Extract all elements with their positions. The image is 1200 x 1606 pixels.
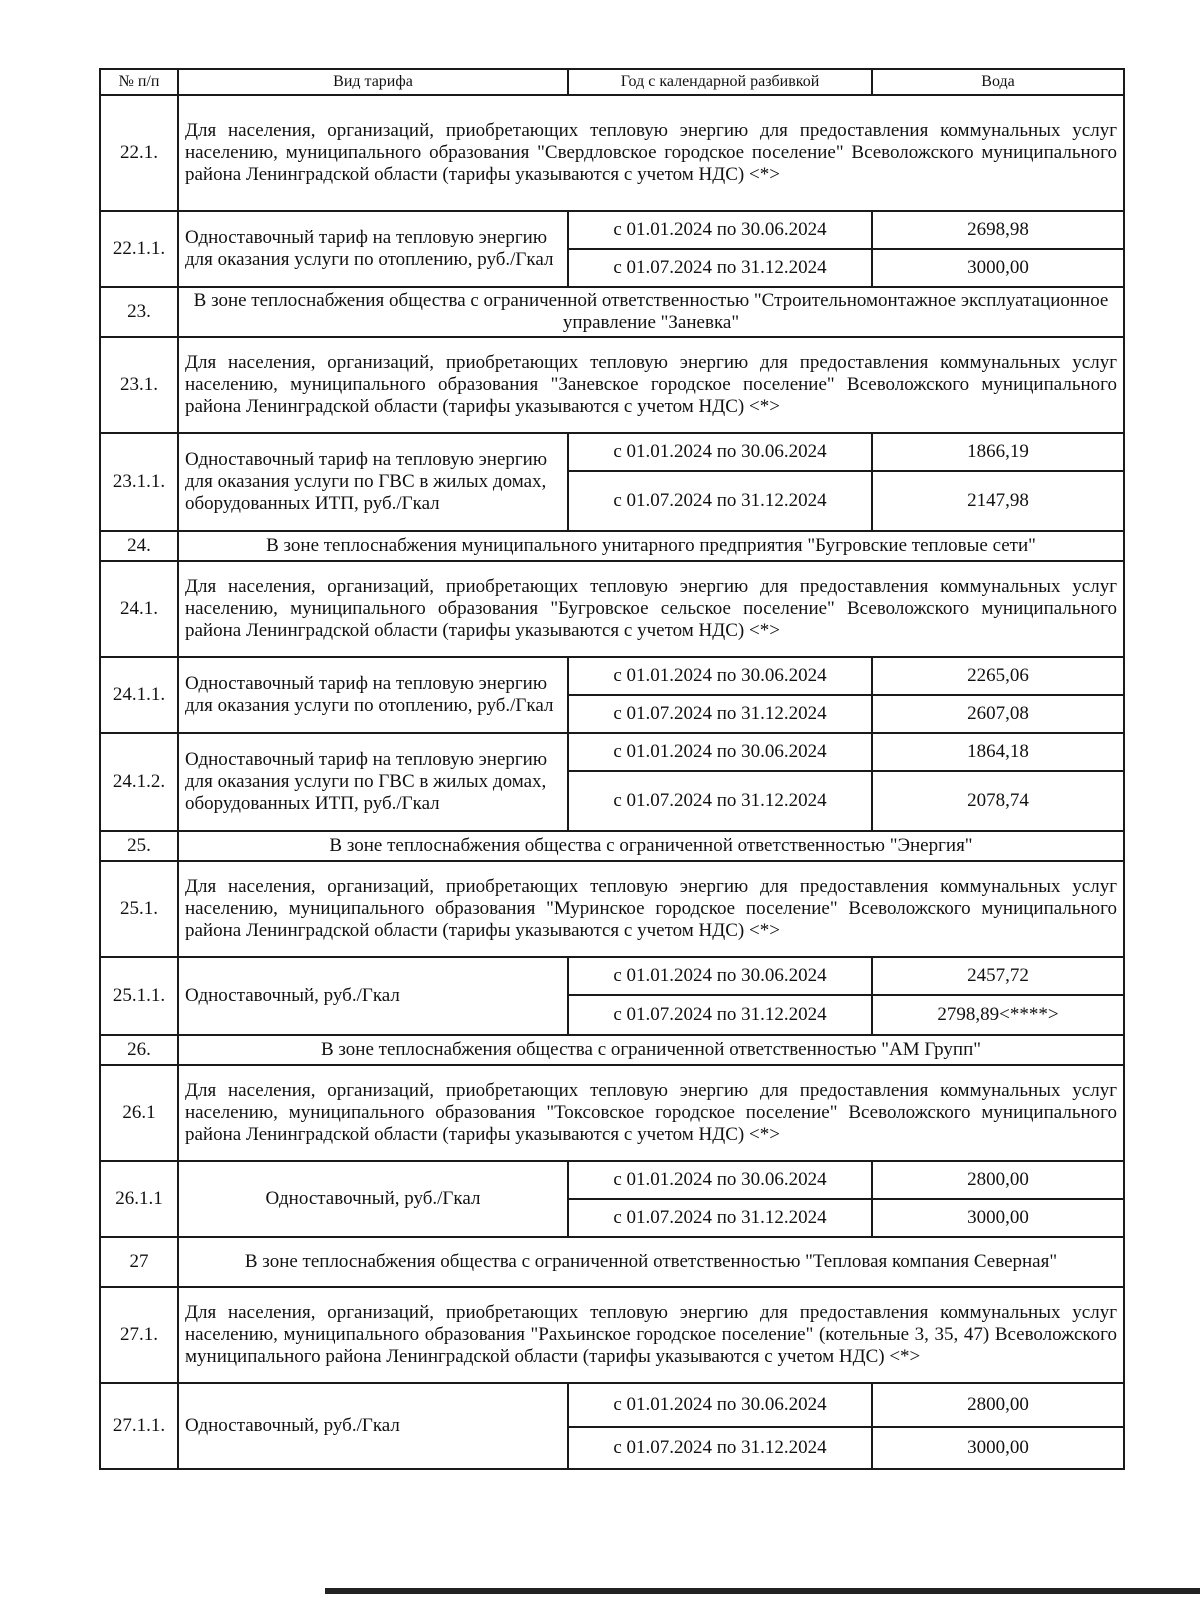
period-cell: с 01.07.2024 по 31.12.2024 xyxy=(568,995,872,1035)
value-cell: 3000,00 xyxy=(872,1199,1124,1237)
period-cell: с 01.07.2024 по 31.12.2024 xyxy=(568,1427,872,1469)
tariff-label: Одноставочный, руб./Гкал xyxy=(178,1383,568,1469)
table-row-section xyxy=(100,561,1124,657)
value-cell: 2800,00 xyxy=(872,1383,1124,1427)
row-number: 25.1. xyxy=(100,861,178,957)
value-cell: 2147,98 xyxy=(872,471,1124,531)
table-row-zone xyxy=(100,831,1124,861)
section-description: Для населения, организаций, приобретающих тепловую энергию для предоставления коммунальных услуг населению, муниципального образования "Заневское городское поселение" Всеволожского муниципального района Ленинградской области (тарифы указываются с учетом НДС) <*> xyxy=(178,337,1124,433)
zone-title: В зоне теплоснабжения общества с ограниченной ответственностью "Энергия" xyxy=(178,831,1124,861)
table-row-zone xyxy=(100,287,1124,337)
value-cell: 3000,00 xyxy=(872,1427,1124,1469)
row-number: 22.1.1. xyxy=(100,211,178,287)
row-number: 26.1 xyxy=(100,1065,178,1161)
row-number: 22.1. xyxy=(100,95,178,211)
period-cell: с 01.01.2024 по 30.06.2024 xyxy=(568,1161,872,1199)
value-cell: 2265,06 xyxy=(872,657,1124,695)
period-cell: с 01.07.2024 по 31.12.2024 xyxy=(568,249,872,287)
row-number: 26.1.1 xyxy=(100,1161,178,1237)
period-cell: с 01.07.2024 по 31.12.2024 xyxy=(568,771,872,831)
tariff-label: Одноставочный, руб./Гкал xyxy=(178,957,568,1035)
row-number: 23.1.1. xyxy=(100,433,178,531)
value-cell: 1866,19 xyxy=(872,433,1124,471)
table-row-tariff xyxy=(100,1383,1124,1427)
table-row-section xyxy=(100,1065,1124,1161)
row-number: 24.1. xyxy=(100,561,178,657)
value-cell: 2698,98 xyxy=(872,211,1124,249)
zone-title: В зоне теплоснабжения общества с ограниченной ответственностью "АМ Групп" xyxy=(178,1035,1124,1065)
row-number: 27 xyxy=(100,1237,178,1287)
value-cell: 2078,74 xyxy=(872,771,1124,831)
header-tariff-type: Вид тарифа xyxy=(178,69,568,95)
period-cell: с 01.07.2024 по 31.12.2024 xyxy=(568,471,872,531)
tariff-table xyxy=(99,68,1125,1470)
table-header-row xyxy=(100,69,1124,95)
row-number: 27.1.1. xyxy=(100,1383,178,1469)
row-number: 27.1. xyxy=(100,1287,178,1383)
header-water: Вода xyxy=(872,69,1124,95)
row-number: 24. xyxy=(100,531,178,561)
section-description: Для населения, организаций, приобретающих тепловую энергию для предоставления коммунальных услуг населению, муниципального образования "Муринское городское поселение" Всеволожского муниципального района Ленинградской области (тарифы указываются с учетом НДС) <*> xyxy=(178,861,1124,957)
table-row-tariff xyxy=(100,1161,1124,1199)
tariff-label: Одноставочный тариф на тепловую энергию для оказания услуги по ГВС в жилых домах, оборудованных ИТП, руб./Гкал xyxy=(178,433,568,531)
row-number: 24.1.2. xyxy=(100,733,178,831)
table-row-tariff xyxy=(100,433,1124,471)
scan-bottom-edge xyxy=(325,1588,1200,1594)
tariff-label: Одноставочный тариф на тепловую энергию для оказания услуги по ГВС в жилых домах, оборудованных ИТП, руб./Гкал xyxy=(178,733,568,831)
value-cell: 2798,89<****> xyxy=(872,995,1124,1035)
value-cell: 2800,00 xyxy=(872,1161,1124,1199)
value-cell: 2457,72 xyxy=(872,957,1124,995)
table-row-tariff xyxy=(100,211,1124,249)
period-cell: с 01.01.2024 по 30.06.2024 xyxy=(568,433,872,471)
row-number: 26. xyxy=(100,1035,178,1065)
period-cell: с 01.01.2024 по 30.06.2024 xyxy=(568,1383,872,1427)
table-row-zone xyxy=(100,531,1124,561)
zone-title: В зоне теплоснабжения общества с ограниченной ответственностью "Строительномонтажное эксплуатационное управление "Заневка" xyxy=(178,287,1124,337)
period-cell: с 01.01.2024 по 30.06.2024 xyxy=(568,211,872,249)
value-cell: 1864,18 xyxy=(872,733,1124,771)
table-row-zone xyxy=(100,1237,1124,1287)
document-page xyxy=(99,68,1123,1470)
period-cell: с 01.07.2024 по 31.12.2024 xyxy=(568,1199,872,1237)
table-row-section xyxy=(100,1287,1124,1383)
tariff-label: Одноставочный тариф на тепловую энергию для оказания услуги по отоплению, руб./Гкал xyxy=(178,657,568,733)
row-number: 24.1.1. xyxy=(100,657,178,733)
table-row-zone xyxy=(100,1035,1124,1065)
header-number: № п/п xyxy=(100,69,178,95)
section-description: Для населения, организаций, приобретающих тепловую энергию для предоставления коммунальных услуг населению, муниципального образования "Рахьинское городское поселение" (котельные 3, 35, 47) Всеволожского муниципального района Ленинградской области (тарифы указываются с учетом НДС) <*> xyxy=(178,1287,1124,1383)
period-cell: с 01.07.2024 по 31.12.2024 xyxy=(568,695,872,733)
table-row-section xyxy=(100,337,1124,433)
row-number: 23.1. xyxy=(100,337,178,433)
table-row-tariff xyxy=(100,957,1124,995)
period-cell: с 01.01.2024 по 30.06.2024 xyxy=(568,957,872,995)
section-description: Для населения, организаций, приобретающих тепловую энергию для предоставления коммунальных услуг населению, муниципального образования "Токсовское городское поселение" Всеволожского муниципального района Ленинградской области (тарифы указываются с учетом НДС) <*> xyxy=(178,1065,1124,1161)
table-row-section xyxy=(100,861,1124,957)
section-description: Для населения, организаций, приобретающих тепловую энергию для предоставления коммунальных услуг населению, муниципального образования "Свердловское городское поселение" Всеволожского муниципального района Ленинградской области (тарифы указываются с учетом НДС) <*> xyxy=(178,95,1124,211)
zone-title: В зоне теплоснабжения общества с ограниченной ответственностью "Тепловая компания Северная" xyxy=(178,1237,1124,1287)
tariff-label: Одноставочный, руб./Гкал xyxy=(178,1161,568,1237)
table-row-section xyxy=(100,95,1124,211)
period-cell: с 01.01.2024 по 30.06.2024 xyxy=(568,733,872,771)
row-number: 25.1.1. xyxy=(100,957,178,1035)
tariff-label: Одноставочный тариф на тепловую энергию для оказания услуги по отоплению, руб./Гкал xyxy=(178,211,568,287)
value-cell: 2607,08 xyxy=(872,695,1124,733)
row-number: 25. xyxy=(100,831,178,861)
zone-title: В зоне теплоснабжения муниципального унитарного предприятия "Бугровские тепловые сети" xyxy=(178,531,1124,561)
section-description: Для населения, организаций, приобретающих тепловую энергию для предоставления коммунальных услуг населению, муниципального образования "Бугровское сельское поселение" Всеволожского муниципального района Ленинградской области (тарифы указываются с учетом НДС) <*> xyxy=(178,561,1124,657)
period-cell: с 01.01.2024 по 30.06.2024 xyxy=(568,657,872,695)
table-row-tariff xyxy=(100,733,1124,771)
table-row-tariff xyxy=(100,657,1124,695)
value-cell: 3000,00 xyxy=(872,249,1124,287)
header-period: Год с календарной разбивкой xyxy=(568,69,872,95)
row-number: 23. xyxy=(100,287,178,337)
